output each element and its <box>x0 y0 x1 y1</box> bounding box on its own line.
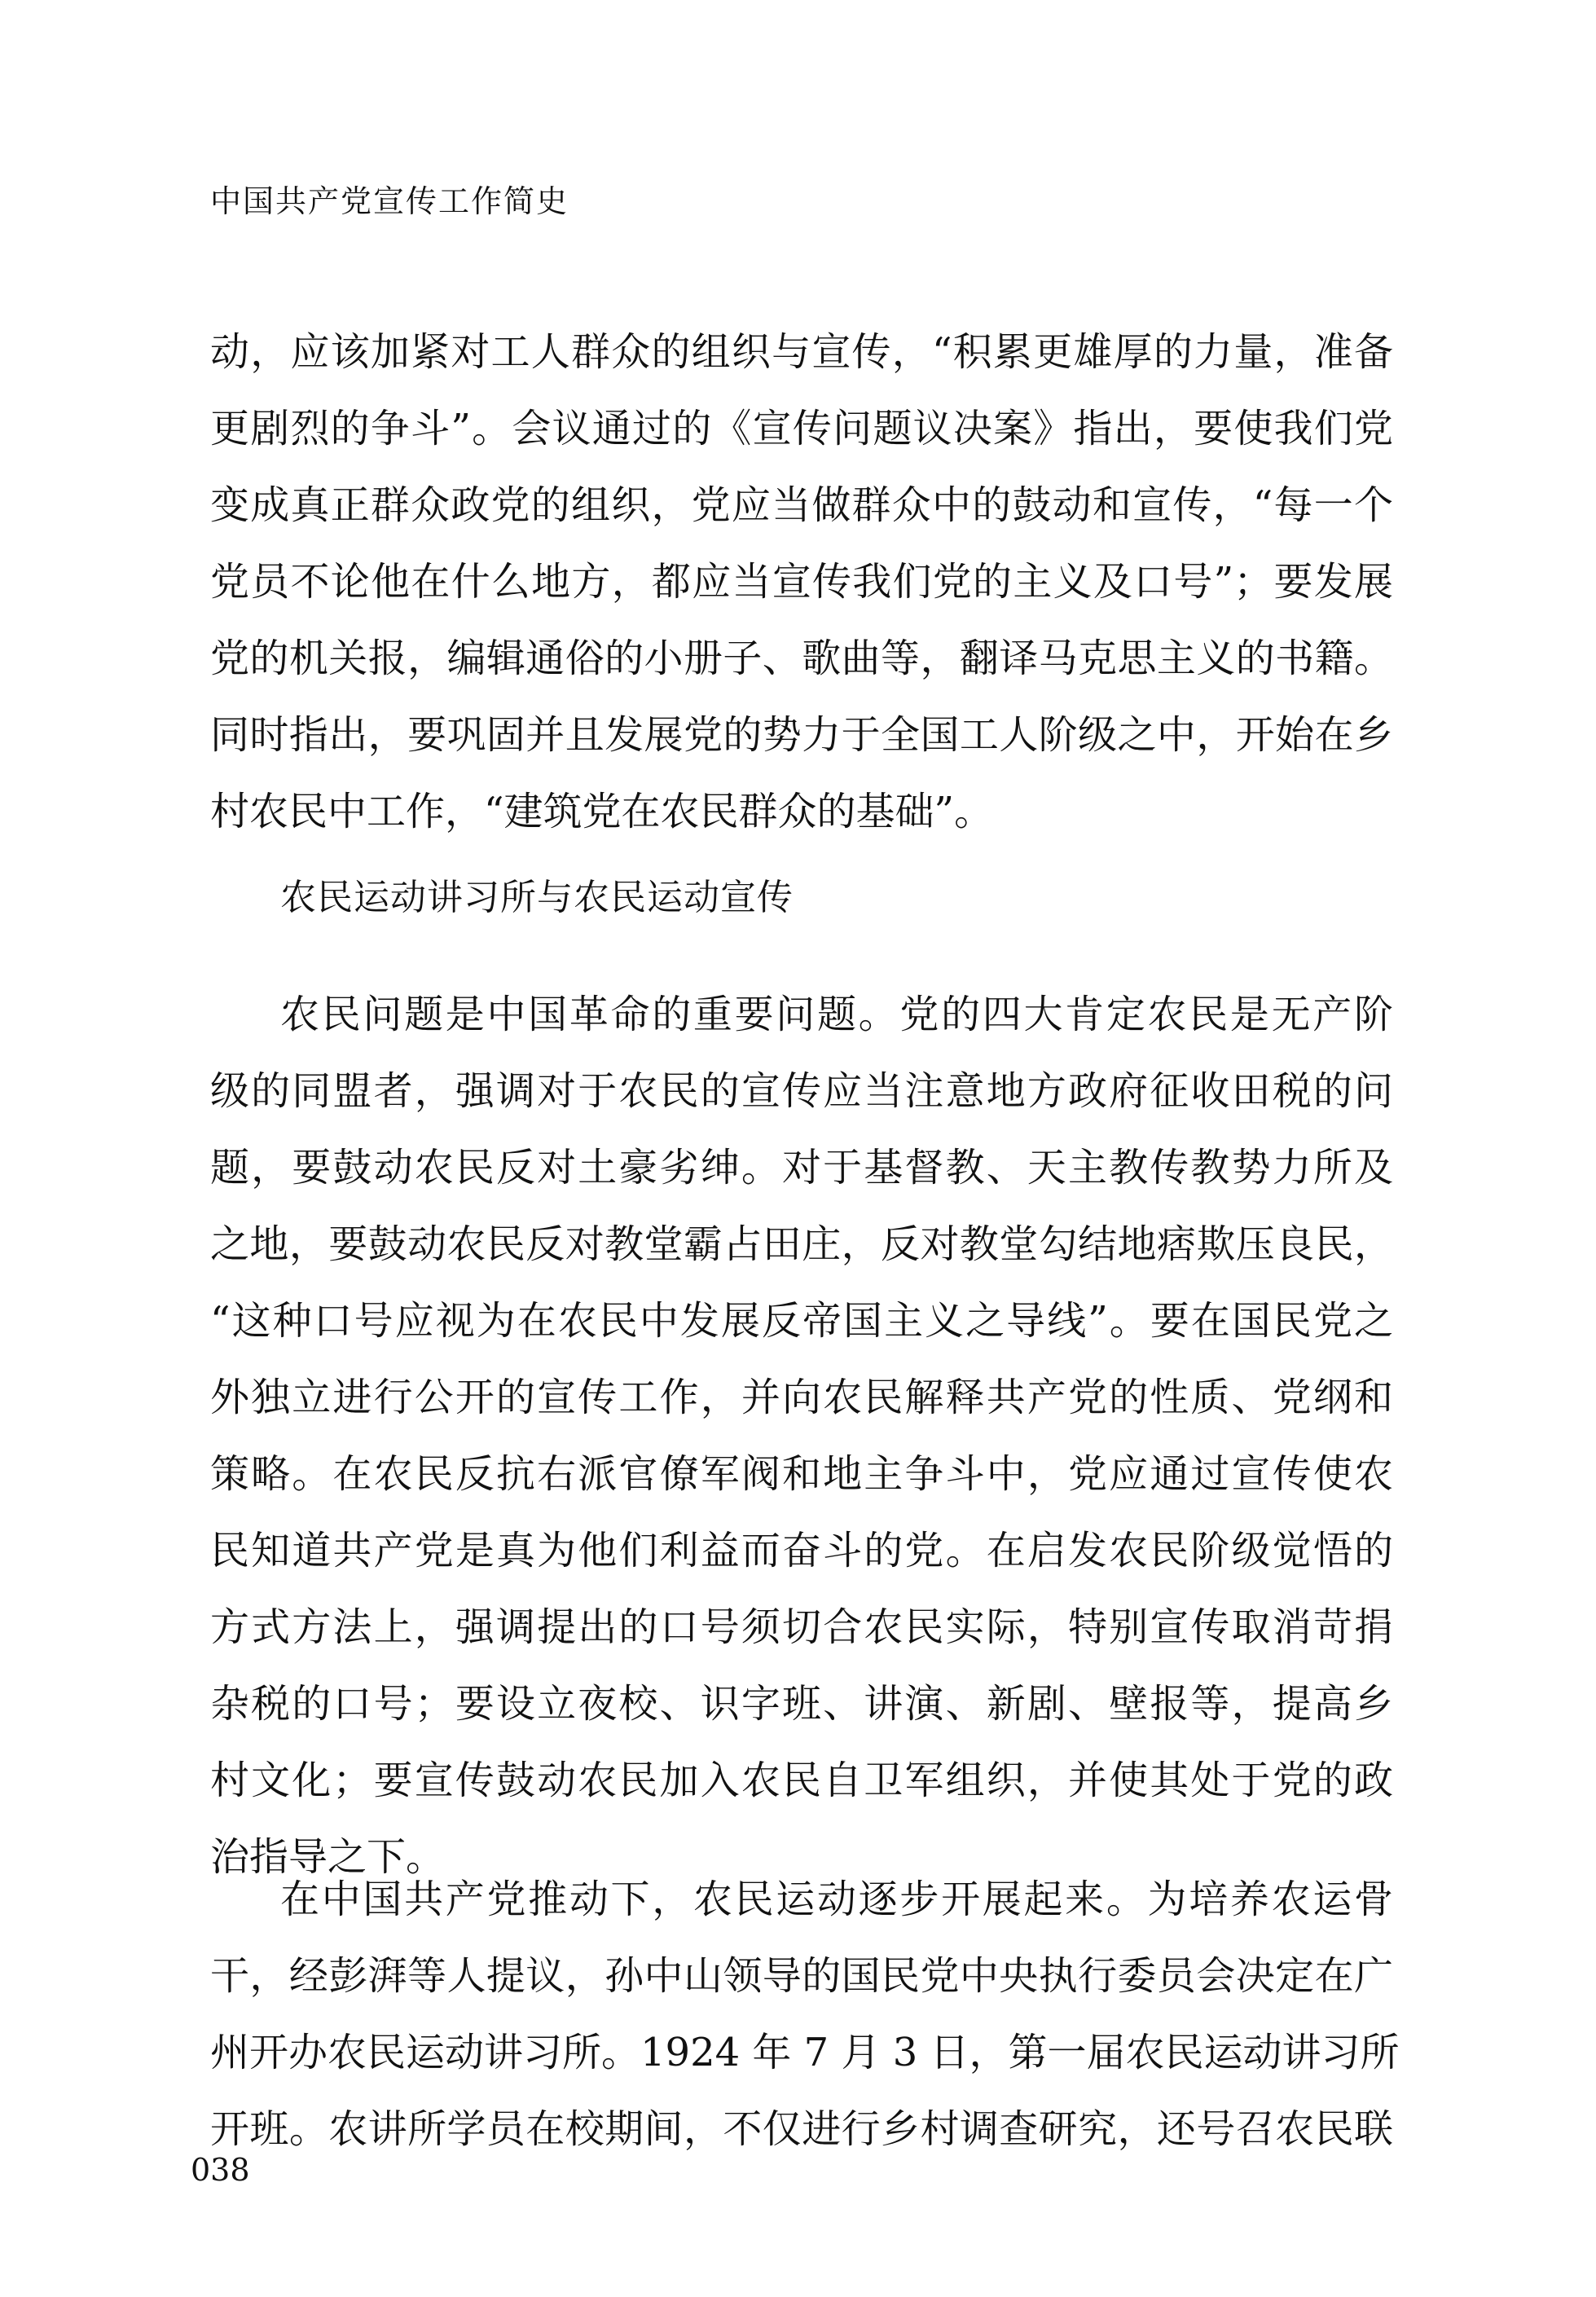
text-line: 方式方法上，强调提出的口号须切合农民实际，特别宣传取消苛捐 <box>210 1604 1393 1650</box>
running-header: 中国共产党宣传工作简史 <box>210 183 569 219</box>
text-line: 村文化；要宣传鼓动农民加入农民自卫军组织，并使其处于党的政 <box>210 1758 1393 1803</box>
text-line: 动，应该加紧对工人群众的组织与宣传，“积累更雄厚的力量，准备 <box>210 329 1393 375</box>
text-line: 更剧烈的争斗”。会议通过的《宣传问题议决案》指出，要使我们党 <box>210 406 1393 451</box>
text-line: 题，要鼓动农民反对土豪劣绅。对于基督教、天主教传教势力所及 <box>210 1145 1393 1190</box>
text-line: 级的同盟者，强调对于农民的宣传应当注意地方政府征收田税的问 <box>210 1068 1393 1114</box>
text-line: 治指导之下。 <box>210 1834 446 1880</box>
text-line: 党员不论他在什么地方，都应当宣传我们党的主义及口号”；要发展 <box>210 559 1393 605</box>
paragraph-peasant-institute <box>210 1861 1400 2167</box>
text-line: 开班。农讲所学员在校期间，不仅进行乡村调查研究，还号召农民联 <box>210 2106 1393 2152</box>
text-line: “这种口号应视为在农民中发展反帝国主义之导线”。要在国民党之 <box>210 1298 1393 1344</box>
text-line: 杂税的口号；要设立夜校、识字班、讲演、新剧、壁报等，提高乡 <box>210 1681 1393 1727</box>
paragraph-peasant-problem <box>210 976 1393 1895</box>
text-line: 党的机关报，编辑通俗的小册子、歌曲等，翻译马克思主义的书籍。 <box>210 636 1393 681</box>
text-line: 之地，要鼓动农民反对教堂霸占田庄，反对教堂勾结地痞欺压良民， <box>210 1221 1393 1267</box>
text-line: 民知道共产党是真为他们利益而奋斗的党。在启发农民阶级觉悟的 <box>210 1528 1393 1573</box>
text-line: 州开办农民运动讲习所。1924 年 7 月 3 日，第一届农民运动讲习所 <box>210 2030 1400 2075</box>
text-line: 村农民中工作，“建筑党在农民群众的基础”。 <box>210 789 994 834</box>
text-line: 同时指出，要巩固并且发展党的势力于全国工人阶级之中，开始在乡 <box>210 712 1393 758</box>
text-line: 外独立进行公开的宣传工作，并向农民解释共产党的性质、党纲和 <box>210 1375 1393 1420</box>
section-heading: 农民运动讲习所与农民运动宣传 <box>280 877 794 918</box>
page-number: 038 <box>191 2152 250 2188</box>
text-line: 在中国共产党推动下，农民运动逐步开展起来。为培养农运骨 <box>280 1877 1393 1922</box>
paragraph-continued <box>210 314 1393 850</box>
text-line: 变成真正群众政党的组织，党应当做群众中的鼓动和宣传，“每一个 <box>210 482 1393 528</box>
text-line: 农民问题是中国革命的重要问题。党的四大肯定农民是无产阶 <box>280 992 1393 1037</box>
text-line: 策略。在农民反抗右派官僚军阀和地主争斗中，党应通过宣传使农 <box>210 1451 1393 1497</box>
text-line: 干，经彭湃等人提议，孙中山领导的国民党中央执行委员会决定在广 <box>210 1953 1393 1999</box>
